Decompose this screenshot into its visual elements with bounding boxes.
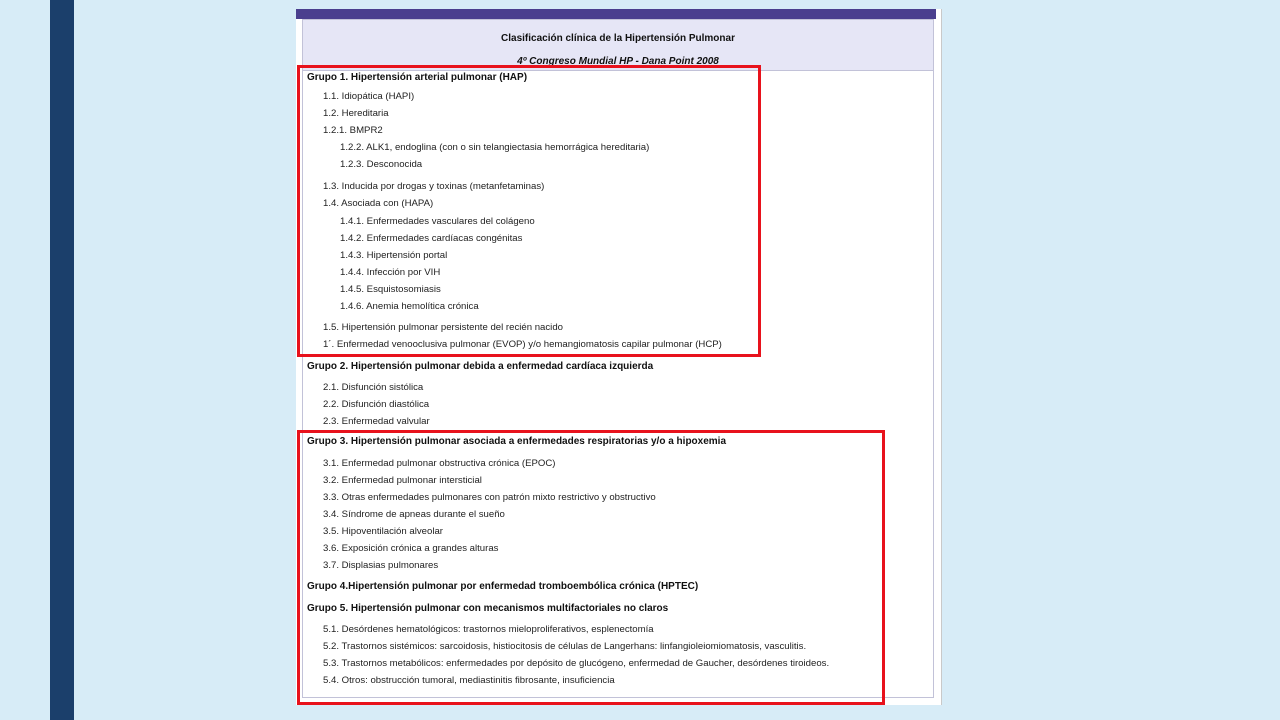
- list-item: 3.5. Hipoventilación alveolar: [323, 526, 443, 537]
- list-item: 5.1. Desórdenes hematológicos: trastornos mieloproliferativos, esplenectomía: [323, 624, 654, 635]
- list-item: 3.2. Enfermedad pulmonar intersticial: [323, 475, 482, 486]
- list-item: 1.1. Idiopática (HAPI): [323, 91, 415, 102]
- highlight-box-group-1: [297, 65, 761, 357]
- list-item: 1.5. Hipertensión pulmonar persistente del recién nacido: [323, 322, 563, 333]
- list-item: 3.1. Enfermedad pulmonar obstructiva crónica (EPOC): [323, 458, 556, 469]
- list-item: 5.4. Otros: obstrucción tumoral, mediastinitis fibrosante, insuficiencia: [323, 675, 615, 686]
- document-subtitle: 4º Congreso Mundial HP - Dana Point 2008: [517, 56, 719, 67]
- group-4-title: Grupo 4.Hipertensión pulmonar por enfermedad tromboembólica crónica (HPTEC): [307, 581, 699, 592]
- list-item: 3.6. Exposición crónica a grandes alturas: [323, 543, 499, 554]
- list-item: 1.3. Inducida por drogas y toxinas (metanfetaminas): [323, 181, 545, 192]
- list-item: 5.2. Trastornos sistémicos: sarcoidosis, histiocitosis de células de Langerhans: linfangioleiomiomatosis, vasculitis.: [323, 641, 807, 652]
- group-1-title: Grupo 1. Hipertensión arterial pulmonar (HAP): [307, 72, 528, 83]
- document-header: [302, 19, 934, 71]
- list-item: 3.3. Otras enfermedades pulmonares con patrón mixto restrictivo y obstructivo: [323, 492, 656, 503]
- list-item: 1´. Enfermedad venooclusiva pulmonar (EVOP) y/o hemangiomatosis capilar pulmonar (HCP): [323, 339, 722, 350]
- group-3-title: Grupo 3. Hipertensión pulmonar asociada a enfermedades respiratorias y/o a hipoxemia: [307, 436, 727, 447]
- list-item: 1.4.4. Infección por VIH: [340, 267, 441, 278]
- list-item: 1.4.1. Enfermedades vasculares del colágeno: [340, 216, 535, 227]
- list-item: 1.2.3. Desconocida: [340, 159, 423, 170]
- list-item: 3.4. Síndrome de apneas durante el sueño: [323, 509, 505, 520]
- document-top-strip: [296, 9, 936, 19]
- list-item: 1.2.2. ALK1, endoglina (con o sin telangiectasia hemorrágica hereditaria): [340, 142, 650, 153]
- list-item: 2.3. Enfermedad valvular: [323, 416, 430, 427]
- highlight-box-groups-3-5: [297, 430, 885, 705]
- document-title: Clasificación clínica de la Hipertensión Pulmonar: [501, 33, 735, 44]
- list-item: 1.4.6. Anemia hemolítica crónica: [340, 301, 479, 312]
- slide-side-bar: [50, 0, 74, 720]
- group-2-title: Grupo 2. Hipertensión pulmonar debida a enfermedad cardíaca izquierda: [307, 361, 654, 372]
- list-item: 5.3. Trastornos metabólicos: enfermedades por depósito de glucógeno, enfermedad de Gaucher, desórdenes tiroideos.: [323, 658, 830, 669]
- list-item: 1.2.1. BMPR2: [323, 125, 383, 136]
- list-item: 3.7. Displasias pulmonares: [323, 560, 439, 571]
- list-item: 1.4. Asociada con (HAPA): [323, 198, 434, 209]
- list-item: 2.2. Disfunción diastólica: [323, 399, 430, 410]
- list-item: 1.4.3. Hipertensión portal: [340, 250, 448, 261]
- list-item: 2.1. Disfunción sistólica: [323, 382, 424, 393]
- list-item: 1.4.2. Enfermedades cardíacas congénitas: [340, 233, 523, 244]
- list-item: 1.4.5. Esquistosomiasis: [340, 284, 441, 295]
- list-item: 1.2. Hereditaria: [323, 108, 389, 119]
- group-5-title: Grupo 5. Hipertensión pulmonar con mecanismos multifactoriales no claros: [307, 603, 669, 614]
